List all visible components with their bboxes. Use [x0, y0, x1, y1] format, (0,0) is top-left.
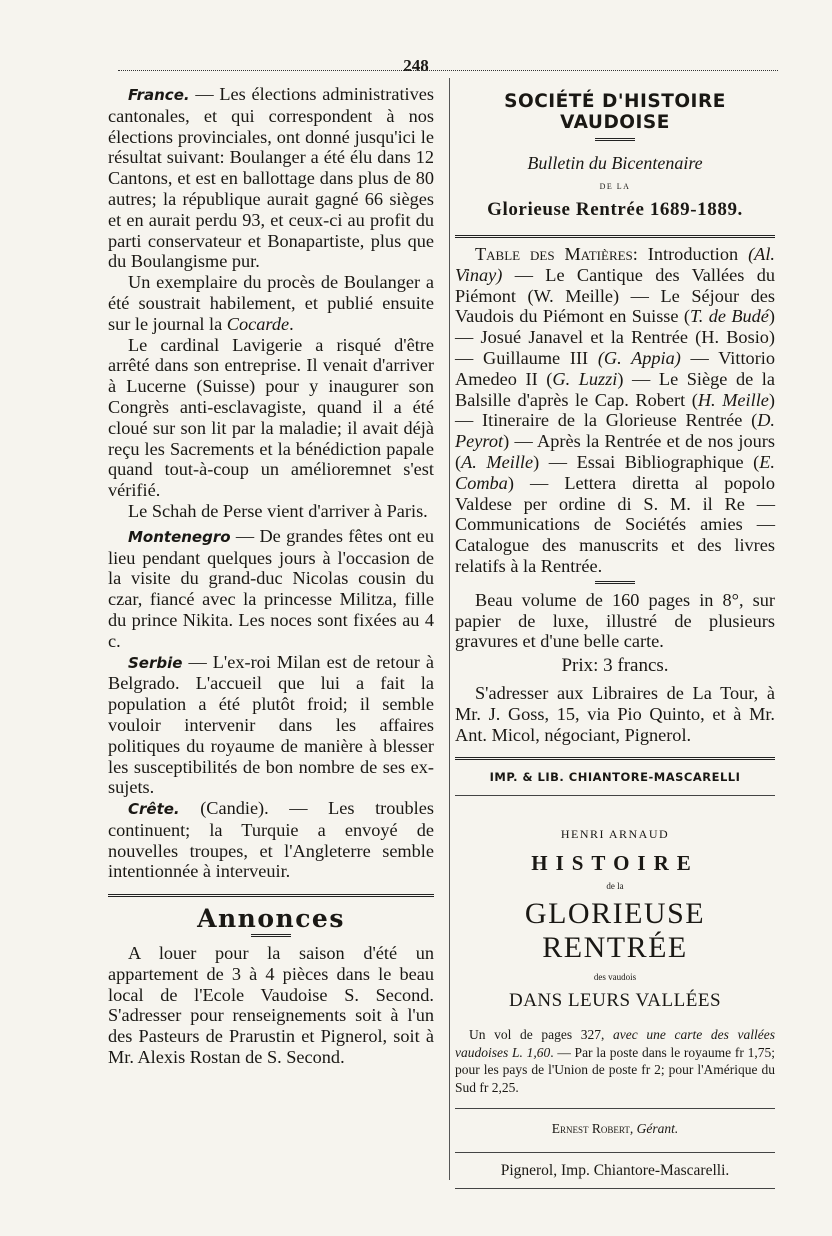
glorieuse-rentree-title: GLORIEUSE RENTRÉE — [524, 896, 706, 964]
society-title: SOCIÉTÉ D'HISTOIRE VAUDOISE — [504, 91, 726, 133]
country-heading: Montenegro — [128, 527, 231, 546]
gerant-role: , Gérant. — [629, 1121, 679, 1137]
toc-text: — Le Cantique des Vallées du Piémont (W. Meille) — Le Séjour des Vaudois du Piémont en Suisse ( — [455, 264, 775, 327]
gerant-line — [455, 1119, 775, 1140]
toc-author: (G. Appia) — [597, 347, 681, 368]
news-text: (Candie). — Les troubles continuent; la Turquie a envoyé de nouvelles troupes, et l'Angleterre semble intentionnée à interveuir. — [108, 798, 434, 882]
histoire-title: HISTOIRE — [531, 850, 699, 875]
table-of-contents — [455, 244, 775, 577]
news-text: — L'ex-roi Milan est de retour à Belgrado. L'accueil que lui a fait la population a été plutôt froid; il semble vouloir intervenir dans les affaires politiques du royaume de manière à blesser les susceptibilités de bon nombre de ses ex-sujets. — [108, 651, 434, 798]
toc-text: ) — Itineraire de la Glorieuse Rentrée ( — [455, 389, 775, 431]
rule — [455, 1188, 775, 1189]
des-vaudois: des vaudois — [593, 971, 637, 982]
news-item-montenegro — [108, 526, 434, 652]
toc-text: ) — Lettera diretta al popolo Valdese per ordine di S. M. il Re — Communications de Sociétés amies — Catalogue des manuscrits et des livres relatifs à la Rentrée. — [455, 472, 775, 576]
news-item-serbie — [108, 652, 434, 799]
top-dotted-rule — [118, 70, 778, 71]
left-column — [108, 84, 434, 1068]
toc-author: G. Luzzi — [552, 368, 618, 389]
right-column — [455, 84, 775, 1189]
section-double-rule — [108, 894, 434, 897]
ornament-dash — [251, 934, 291, 937]
annonces-heading: Annonces — [197, 904, 345, 934]
book-details-italic: avec une carte des vallées vaudoises L. 1,60 — [455, 1027, 775, 1060]
toc-label: Table des Matières — [475, 243, 633, 264]
journal-name: Cocarde — [226, 313, 290, 334]
rule — [455, 1108, 775, 1109]
gerant-name: Ernest Robert — [551, 1121, 630, 1137]
toc-text: ) — Josué Janavel et la Rentrée (H. Bosio) — Guillaume III — [455, 306, 775, 368]
rule — [455, 1152, 775, 1153]
toc-text: ) — Après la Rentrée et de nos jours ( — [455, 431, 775, 472]
toc-author: (Al. Vinay) — [455, 243, 775, 285]
de-la-small: de la — [606, 880, 624, 891]
book-details-text: Un vol de pages 327, — [469, 1027, 614, 1043]
news-item-schah: Le Schah de Perse vient d'arriver à Paris. — [128, 500, 428, 521]
news-text: . — [289, 313, 294, 334]
ornament-dash — [595, 138, 635, 141]
toc-text: ) — Le Siège de la Balsille d'après le Cap. Robert ( — [455, 368, 775, 410]
toc-text: — Vittorio Amedeo II ( — [455, 347, 775, 389]
news-text: — Les élections administratives cantonales, et qui correspondent à nos élections provinciales, ont donné jusqu'ici le résultat suivant: Boulanger a été élu dans 12 Cantons, et est en ballottage dans plus de 80 autres; la république aurait gagné 66 sièges et en aurait perdu 93, et ceux-ci au profit du parti conservateur et Bonapartiste, plus que du Boulangisme pur. — [108, 84, 434, 272]
news-item-proces — [108, 272, 434, 334]
news-text: — De grandes fêtes ont eu lieu pendant quelques jours à l'occasion de la visite du grand-duc Nicolas cousin du czar, fiancé avec la princesse Militza, fille du prince Nikita. Les noces sont fixées au 4 c. — [108, 525, 434, 651]
news-item-france — [108, 84, 434, 272]
news-item-crete — [108, 798, 434, 882]
news-text: Un exemplaire du procès de Boulanger a été soustrait habilement, et publié ensuite sur le journal la — [108, 272, 434, 334]
ornament-dash — [595, 581, 635, 584]
price: Prix: 3 francs. — [561, 655, 669, 677]
volume-description: Beau volume de 160 pages in 8°, sur papier de luxe, illustré de plusieurs gravures et d'une belle carte. — [455, 589, 775, 652]
bulletin-title: Bulletin du Bicentenaire — [527, 152, 703, 173]
glorieuse-title: Glorieuse Rentrée 1689-1889. — [487, 199, 743, 221]
toc-text: : Introduction — [632, 243, 749, 264]
book-details — [455, 1026, 775, 1096]
printer-line: IMP. & LIB. CHIANTORE-MASCARELLI — [455, 757, 775, 796]
column-divider — [449, 78, 450, 1180]
section-double-rule — [455, 235, 775, 238]
toc-text: ) — Essai Bibliographique ( — [533, 451, 760, 472]
news-item-lavigerie: Le cardinal Lavigerie a risqué d'être arrêté dans son entreprise. Il venait d'arriver à Lucerne (Suisse) pour y inaugurer son Congrès anti-esclavagiste, quand il a été cloué sur son lit par la maladie; il avait déjà reçu les Sacrements et la bénédiction papale quand tout-à-coup un amélioremnet s'est vérifié. — [108, 334, 434, 501]
country-heading: Crête. — [128, 800, 180, 819]
country-heading: France. — [128, 86, 190, 104]
toc-author: H. Meille — [697, 389, 769, 410]
de-la-caption: DE LA — [599, 182, 631, 192]
toc-author: A. Meille — [461, 451, 534, 472]
address-text: S'adresser aux Libraires de La Tour, à Mr. J. Goss, 15, via Pio Quinto, et à Mr. Ant. Micol, négociant, Pignerol. — [455, 682, 775, 745]
dans-leurs-vallees: DANS LEURS VALLÉES — [508, 990, 722, 1012]
book-details-text: . — Par la poste dans le royaume fr 1,75; pour les pays de l'Union de poste fr 2; pour l'Amérique du Sud fr 2,25. — [455, 1044, 775, 1095]
imprint-line: Pignerol, Imp. Chiantore-Mascarelli. — [500, 1161, 730, 1179]
annonce-text: A louer pour la saison d'été un appartement de 3 à 4 pièces dans le beau local de l'Ecole Vaudoise S. Second. S'adresser pour renseignements soit à l'un des Pasteurs de Prarustin et Pignerol, soit à Mr. Alexis Rostan de S. Second. — [108, 943, 434, 1068]
author-name: HENRI ARNAUD — [560, 827, 670, 842]
toc-author: D. Peyrot — [455, 410, 775, 452]
toc-author: E. Comba — [455, 451, 775, 493]
page-number: 248 — [403, 56, 429, 75]
country-heading: Serbie — [128, 653, 183, 672]
toc-author: T. de Budé — [689, 306, 769, 327]
